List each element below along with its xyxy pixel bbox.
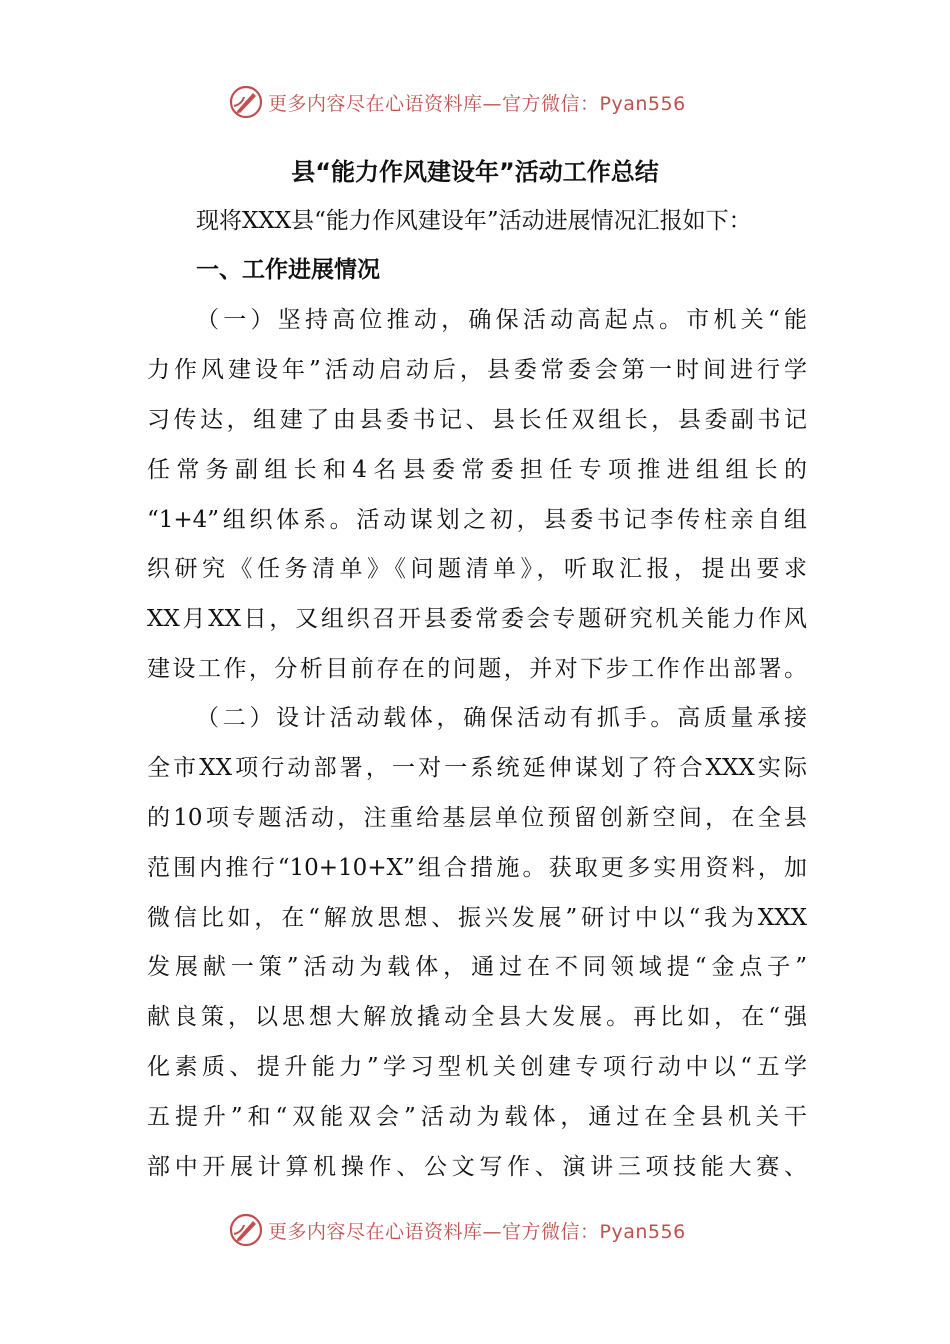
- body-line: 习传达，组建了由县委书记、县长任双组长，县委副书记: [147, 407, 807, 433]
- body-line: 发展献一策”活动为载体，通过在不同领域提“金点子”: [147, 954, 807, 980]
- document-title: 县“能力作风建设年”活动工作总结: [291, 158, 659, 186]
- intro-paragraph: 现将XXX县“能力作风建设年”活动进展情况汇报如下：: [196, 208, 752, 234]
- body-line: 的10项专题活动，注重给基层单位预留创新空间，在全县: [147, 805, 807, 831]
- body-line: 全市XX项行动部署，一对一系统延伸谋划了符合XXX实际: [147, 755, 807, 781]
- body-line: 建设工作，分析目前存在的问题，并对下步工作作出部署。: [147, 656, 807, 682]
- body-line: 微信比如，在“解放思想、振兴发展”研讨中以“我为XXX: [147, 905, 807, 931]
- header-banner: [228, 82, 788, 122]
- body-line: “1+4”组织体系。活动谋划之初，县委书记李传柱亲自组: [147, 507, 807, 533]
- banner-text: 更多内容尽在心语资料库—官方微信：Pyan556: [268, 1220, 686, 1243]
- body-line: 任常务副组长和4名县委常委担任专项推进组组长的: [147, 457, 807, 483]
- body-line: 献良策，以思想大解放撬动全县大发展。再比如，在“强: [147, 1004, 807, 1030]
- body-line: 范围内推行“10+10+X”组合措施。获取更多实用资料，加: [147, 855, 807, 881]
- body-line: 织研究《任务清单》《问题清单》，听取汇报，提出要求: [147, 556, 807, 582]
- footer-banner: [228, 1210, 788, 1250]
- quill-pen-logo-icon: [228, 1212, 264, 1248]
- section-heading: 一、工作进展情况: [196, 257, 380, 283]
- banner-text: 更多内容尽在心语资料库—官方微信：Pyan556: [268, 92, 686, 115]
- body-line: （一）坚持高位推动，确保活动高起点。市机关“能: [196, 307, 807, 333]
- body-line: 部中开展计算机操作、公文写作、演讲三项技能大赛、: [147, 1154, 807, 1180]
- body-line: 力作风建设年”活动启动后，县委常委会第一时间进行学: [147, 357, 807, 383]
- body-line: 化素质、提升能力”学习型机关创建专项行动中以“五学: [147, 1054, 807, 1080]
- quill-pen-logo-icon: [228, 84, 264, 120]
- body-line: XX月XX日，又组织召开县委常委会专题研究机关能力作风: [147, 606, 807, 632]
- body-line: （二）设计活动载体，确保活动有抓手。高质量承接: [196, 705, 807, 731]
- body-line: 五提升”和“双能双会”活动为载体，通过在全县机关干: [147, 1104, 807, 1130]
